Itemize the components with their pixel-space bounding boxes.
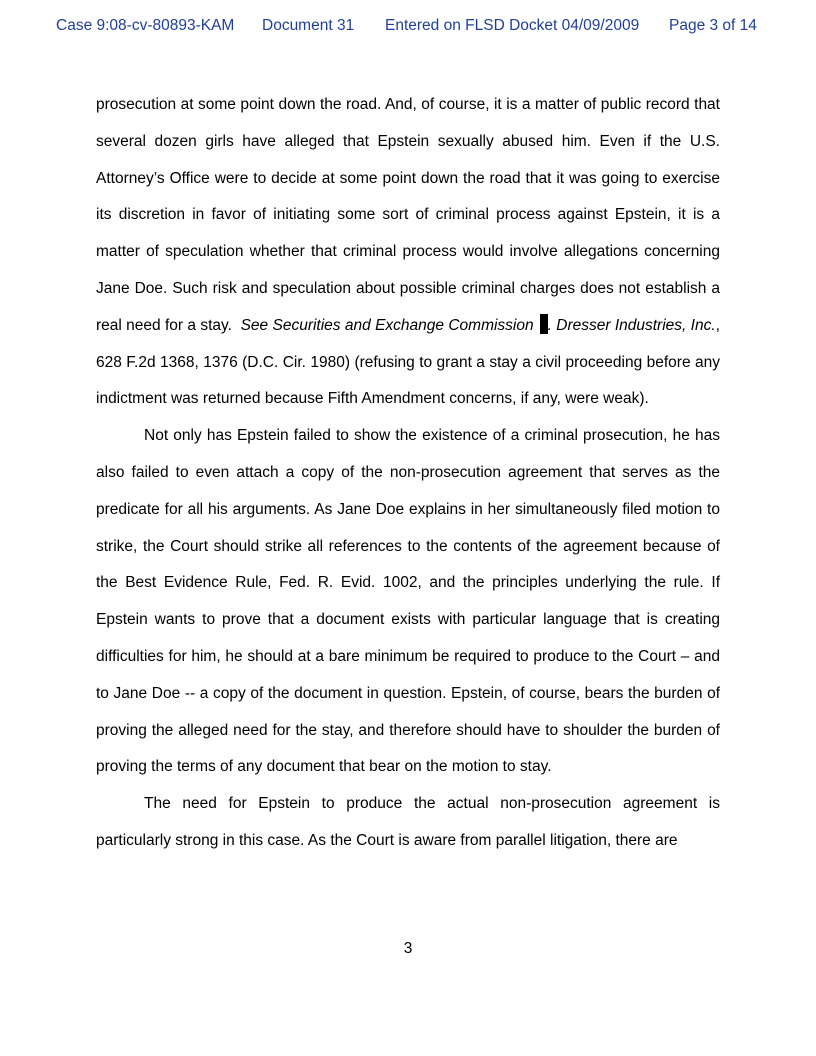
paragraph-3: The need for Epstein to produce the actual non-prosecution agreement is particularly strong in this case. As the Court is aware from parallel litigation, there are [96,795,720,849]
redaction-block [540,314,548,334]
document-body [96,87,720,860]
citation-sep: . [547,316,552,334]
docket-entry: Entered on FLSD Docket 04/09/2009 [385,17,640,34]
paragraph-2: Not only has Epstein failed to show the existence of a criminal prosecution, he has also failed to even attach a copy of the non-prosecution agreement that serves as the predicate for all his arguments. As Jane Doe explains in her simultaneously filed motion to strike, the Court should strike all references to the contents of the agreement because of the Best Evidence Rule, Fed. R. Evid. 1002, and the principles underlying the rule. If Epstein wants to prove that a document exists with particular language that is creating difficulties for him, he should at a bare minimum be required to produce to the Court – and to Jane Doe -- a copy of the document in question. Epstein, of course, bears the burden of proving the alleged need for the stay, and therefore should have to shoulder the burden of proving the terms of any document that bear on the motion to stay. [96,427,720,776]
page-number: 3 [403,940,413,957]
citation-tail: , 628 F.2d 1368, 1376 (D.C. Cir. 1980) (refusing to grant a stay a civil proceeding before any indictment was returned because Fifth Amendment concerns, if any, were weak). [96,316,720,408]
citation-dresser: Dresser Industries, Inc. [556,316,716,334]
paragraph-1 [96,87,720,418]
case-number: Case 9:08-cv-80893-KAM [56,17,235,34]
docket-header [0,17,816,39]
document-number: Document 31 [262,17,355,34]
page-count: Page 3 of 14 [669,17,757,34]
paragraph-1-text: prosecution at some point down the road. And, of course, it is a matter of public record that several dozen girls have alleged that Epstein sexually abused him. Even if the U.S. Attorney’s Office were to decide at some point down the road that it was going to exercise its discretion in favor of initiating some sort of criminal process against Epstein, it is a matter of speculation whether that criminal process would involve allegations concerning Jane Doe. Such risk and speculation about possible criminal charges does not establish a real need for a stay. [96,96,720,334]
citation-sec-v: See Securities and Exchange Commission [240,316,534,334]
